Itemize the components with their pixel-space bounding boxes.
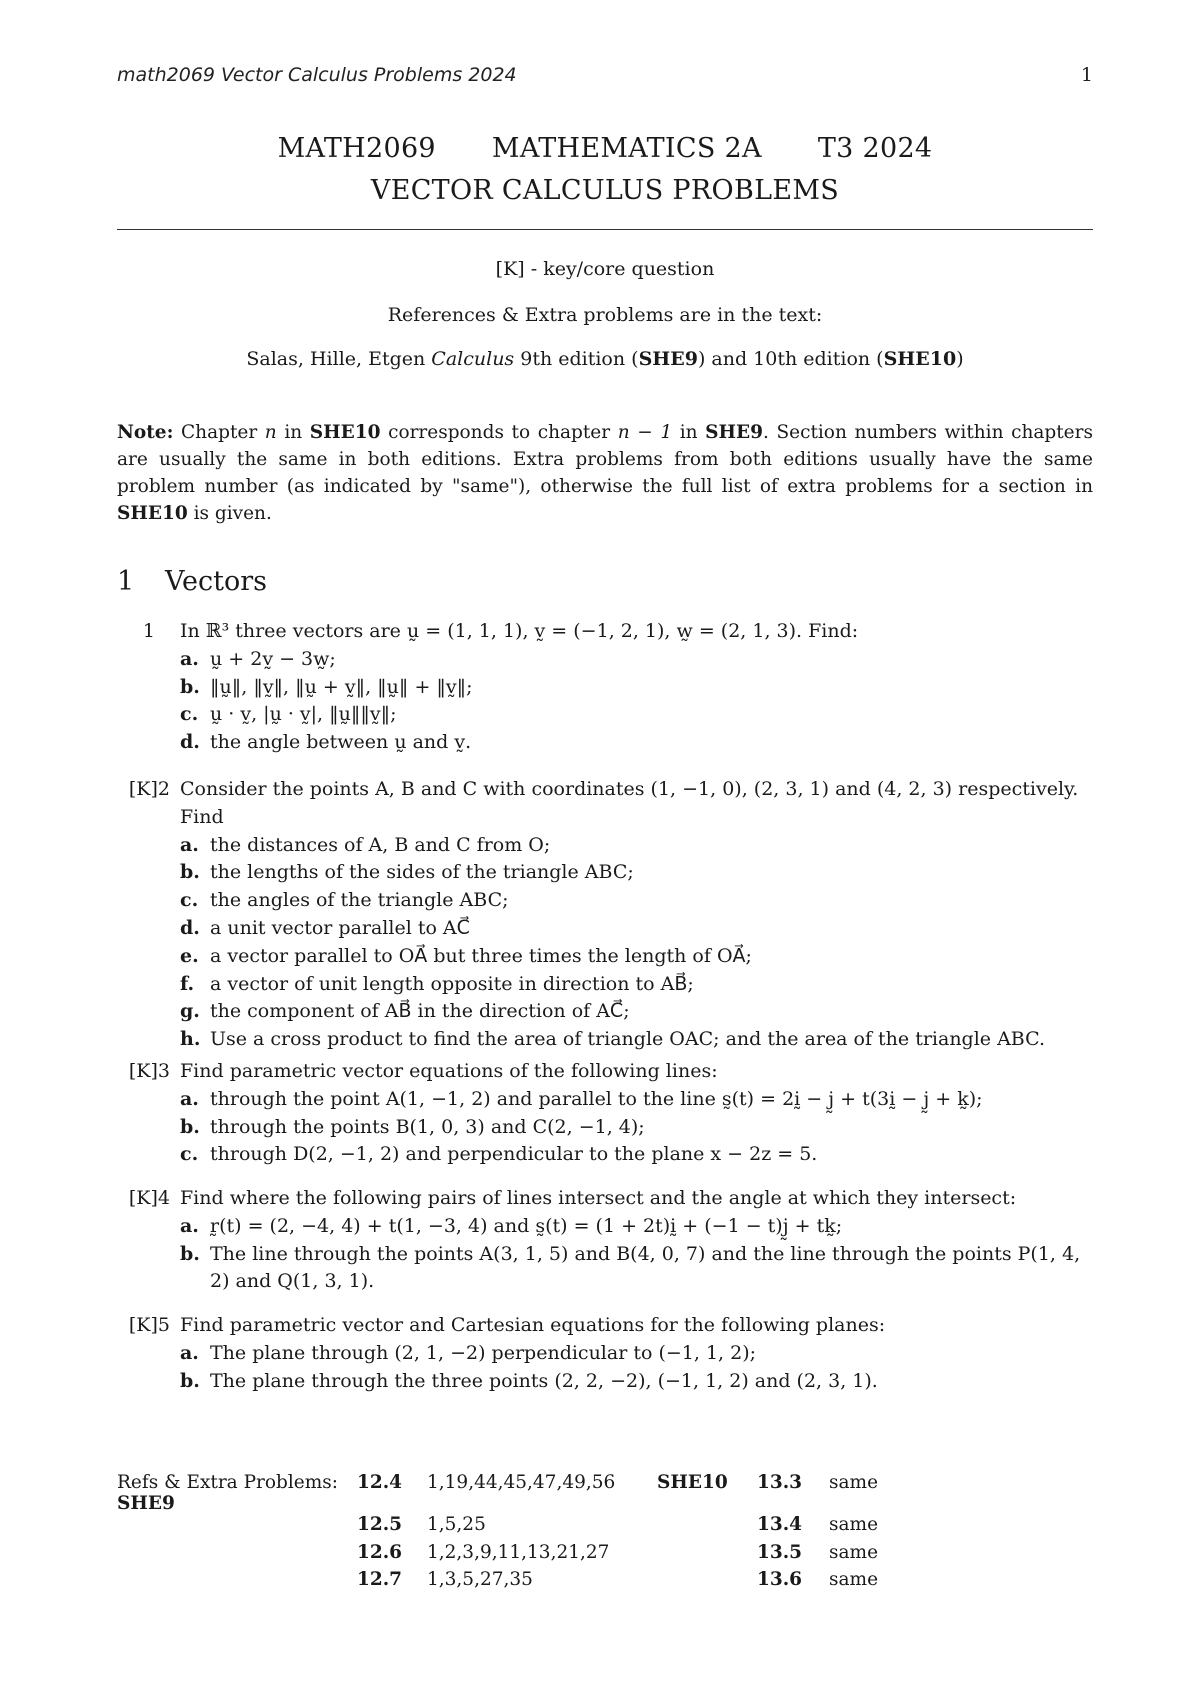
book-authors: Salas, Hille, Etgen	[246, 348, 426, 370]
part-text: the distances of A, B and C from O;	[210, 833, 551, 856]
question-head	[110, 618, 1100, 646]
course-code: MATH2069	[277, 133, 436, 164]
she10-problems: same	[829, 1569, 879, 1590]
part-text: through the points B(1, 0, 3) and C(2, −1, 4);	[210, 1115, 645, 1138]
section-title: Vectors	[165, 566, 267, 597]
part-text: the angle between ṵ and v̰.	[210, 731, 472, 754]
note-text: in	[679, 422, 698, 443]
question-part	[180, 1368, 1100, 1396]
running-title: math2069 Vector Calculus Problems 2024	[117, 64, 517, 86]
part-text: the angles of the triangle ABC;	[210, 889, 509, 912]
note-label: Note:	[117, 422, 174, 443]
refs-ed9: SHE9	[117, 1493, 175, 1514]
question-label: 1	[142, 620, 155, 642]
question-part	[180, 701, 1100, 729]
question-1	[110, 618, 1100, 757]
section-number: 1	[117, 566, 135, 597]
subtitle: VECTOR CALCULUS PROBLEMS	[370, 175, 840, 206]
note-she9: SHE9	[705, 422, 763, 443]
part-text: ‖ṵ‖, ‖v̰‖, ‖ṵ + v̰‖, ‖ṵ‖ + ‖v̰‖;	[210, 675, 473, 698]
question-part	[180, 729, 1100, 757]
book-title: Calculus	[431, 348, 515, 370]
she10-problems: same	[829, 1472, 879, 1493]
she10-section: 13.5	[757, 1541, 803, 1563]
she9-section: 12.6	[357, 1541, 403, 1563]
part-label: b.	[180, 1369, 200, 1392]
part-text: a vector of unit length opposite in direction to AB⃗;	[210, 972, 694, 995]
question-label: [K]3	[128, 1060, 170, 1082]
note-she10: SHE10	[309, 422, 381, 443]
she10-section: 13.4	[757, 1514, 803, 1535]
question-4	[110, 1185, 1100, 1296]
note-she10: SHE10	[117, 503, 188, 524]
book-reference	[117, 348, 1093, 370]
part-label: a.	[180, 1214, 199, 1237]
part-label: a.	[180, 1341, 199, 1364]
question-label: [K]4	[128, 1187, 170, 1209]
question-part	[180, 971, 1100, 999]
question-part	[180, 1114, 1100, 1142]
note-text: Chapter	[181, 422, 258, 443]
part-text: a vector parallel to OA⃗ but three times the length of OA⃗;	[210, 944, 752, 967]
she10-section: 13.6	[757, 1569, 803, 1590]
part-label: a.	[180, 647, 199, 670]
part-text: through the point A(1, −1, 2) and parallel to the line s̰(t) = 2ḭ − j̰ + t(3ḭ − j̰ + k̰);	[210, 1087, 983, 1110]
question-head	[110, 1312, 1100, 1340]
part-label: a.	[180, 1087, 199, 1110]
part-text: a unit vector parallel to AC⃗	[210, 916, 470, 939]
question-part	[180, 1086, 1100, 1114]
question-part	[180, 674, 1100, 702]
part-text: the lengths of the sides of the triangle ABC;	[210, 861, 634, 884]
question-head	[110, 1185, 1100, 1213]
course-term: T3 2024	[817, 133, 933, 164]
she9-problems: 1,2,3,9,11,13,21,27	[427, 1541, 610, 1563]
part-text: ṵ · v̰, |ṵ · v̰|, ‖ṵ‖‖v̰‖;	[210, 703, 397, 726]
part-label: b.	[180, 861, 200, 884]
she9-section: 12.5	[357, 1514, 403, 1535]
title-block	[117, 128, 1093, 212]
part-text: The line through the points A(3, 1, 5) and B(4, 0, 7) and the line through the points P(1, 4, 2) and Q(1, 3, 1).	[210, 1242, 1081, 1293]
she10-section: 13.3	[757, 1472, 803, 1493]
part-label: c.	[180, 703, 199, 726]
book-end: )	[956, 348, 964, 370]
part-label: f.	[180, 972, 195, 995]
question-head	[110, 776, 1100, 832]
note-text: in	[284, 422, 303, 443]
question-text: In ℝ³ three vectors are ṵ = (1, 1, 1), v̰ = (−1, 2, 1), w̰ = (2, 1, 3). Find:	[180, 620, 859, 642]
she10-problems: same	[829, 1541, 879, 1563]
part-label: b.	[180, 1242, 200, 1265]
note-paragraph	[117, 419, 1093, 527]
part-text: The plane through (2, 1, −2) perpendicular to (−1, 1, 2);	[210, 1341, 757, 1364]
question-text: Find parametric vector and Cartesian equations for the following planes:	[180, 1314, 886, 1336]
refs-ed10: SHE10	[657, 1472, 728, 1493]
question-text: Find where the following pairs of lines intersect and the angle at which they intersect:	[180, 1187, 1017, 1209]
part-label: e.	[180, 944, 199, 967]
note-math: n − 1	[617, 422, 673, 443]
table-row	[117, 1514, 929, 1542]
she9-section: 12.4	[357, 1472, 403, 1493]
question-part	[180, 1141, 1100, 1169]
part-text: r̰(t) = (2, −4, 4) + t(1, −3, 4) and s̰(t) = (1 + 2t)ḭ + (−1 − t)j̰ + tk̰;	[210, 1214, 843, 1237]
question-label: [K]5	[128, 1314, 170, 1336]
question-text: Find parametric vector equations of the following lines:	[180, 1060, 718, 1082]
question-part	[180, 998, 1100, 1026]
part-text: The plane through the three points (2, 2, −2), (−1, 1, 2) and (2, 3, 1).	[210, 1369, 878, 1392]
table-row	[117, 1542, 929, 1570]
question-part	[180, 1340, 1100, 1368]
question-head	[110, 1058, 1100, 1086]
question-text: Consider the points A, B and C with coordinates (1, −1, 0), (2, 3, 1) and (4, 2, 3) respectively. Find	[180, 778, 1079, 828]
question-2	[110, 776, 1100, 1054]
note-math: n	[264, 422, 277, 443]
part-label: g.	[180, 1000, 200, 1023]
note-text: . Section numbers within chapters are usually the same in both editions. Extra problems from both editions usually have the same problem number (as indicated by "same"), otherwise the full list of extra problems for a section in	[117, 422, 1093, 497]
title-rule	[117, 229, 1093, 230]
table-row	[117, 1472, 929, 1514]
question-part	[180, 1241, 1100, 1297]
part-label: b.	[180, 675, 200, 698]
question-part	[180, 646, 1100, 674]
question-part	[180, 832, 1100, 860]
title-line	[117, 128, 1093, 170]
she10-problems: same	[829, 1514, 879, 1535]
refs-label: Refs & Extra Problems:	[117, 1472, 338, 1493]
refs-table	[117, 1472, 1097, 1597]
part-label: a.	[180, 833, 199, 856]
question-part	[180, 887, 1100, 915]
question-label: [K]2	[128, 778, 170, 800]
refs-intro: References & Extra problems are in the text:	[387, 304, 823, 326]
question-part	[180, 859, 1100, 887]
she9-problems: 1,3,5,27,35	[427, 1569, 533, 1590]
part-text: the component of AB⃗ in the direction of AC⃗;	[210, 1000, 630, 1023]
part-label: b.	[180, 1115, 200, 1138]
course-name: MATHEMATICS 2A	[491, 133, 762, 164]
ed9-code: SHE9	[638, 348, 698, 370]
part-text: through D(2, −1, 2) and perpendicular to the plane x − 2z = 5.	[210, 1143, 818, 1166]
question-3	[110, 1058, 1100, 1169]
book-mid: ) and 10th edition (	[697, 348, 884, 370]
question-part	[180, 943, 1100, 971]
question-5	[110, 1312, 1100, 1395]
question-part	[180, 915, 1100, 943]
running-header	[117, 64, 1093, 90]
note-text: is given.	[193, 503, 272, 524]
question-part	[180, 1213, 1100, 1241]
part-label: c.	[180, 1143, 199, 1166]
refs-label-cell	[117, 1472, 357, 1514]
ed10-code: SHE10	[883, 348, 957, 370]
part-text: ṵ + 2v̰ − 3w̰;	[210, 647, 336, 670]
part-label: d.	[180, 916, 200, 939]
page-number: 1	[1080, 64, 1093, 86]
note-text: corresponds to chapter	[388, 422, 611, 443]
part-label: d.	[180, 731, 200, 754]
she9-section: 12.7	[357, 1569, 403, 1590]
book-ed9: 9th edition (	[520, 348, 639, 370]
part-label: h.	[180, 1028, 201, 1051]
she9-problems: 1,19,44,45,47,49,56	[427, 1472, 616, 1493]
she9-problems: 1,5,25	[427, 1514, 486, 1535]
section-heading	[117, 566, 267, 597]
part-text: Use a cross product to find the area of triangle OAC; and the area of the triangle ABC.	[210, 1028, 1046, 1051]
key-legend: [K] - key/core question	[495, 258, 715, 280]
table-row	[117, 1569, 929, 1597]
question-part	[180, 1026, 1100, 1054]
part-label: c.	[180, 889, 199, 912]
